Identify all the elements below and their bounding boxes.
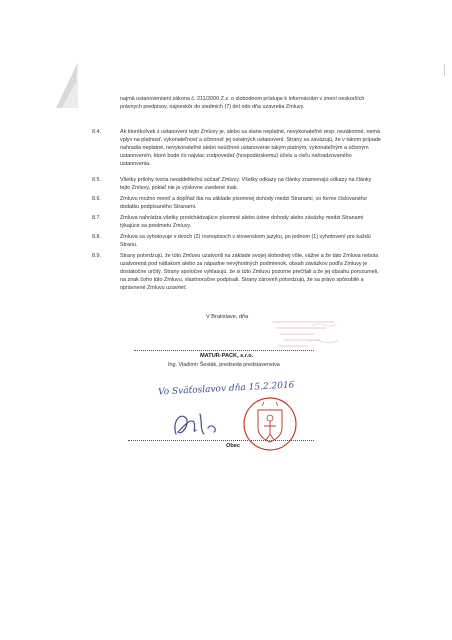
clause-number: 8.7.	[92, 215, 101, 221]
clause-text: Strany potvrdzujú, že túto Zmluvu uzatvorili na základe svojej slobodnej vôle, vážne a že táto Zmluva nebola uzatvorená pod nátlakom alebo za nápadne nevýhodných podmienok, obsah záväzkov podľa Zmluvy je dostatočne určitý. Strany spoločne vyhlasujú, že si túto Zmluvu pozorne prečítali a že jej obsahu porozumeli, na znak čoho túto Zmluvu, vlastnoručne podpísali. Strany zároveň potvrdzujú, že sa právo spôsobilé a oprávnené Zmluvu uzavrieť.	[120, 253, 379, 292]
edge-mark	[444, 64, 445, 76]
intro-paragraph: najmä ustanoveniami zákona č. 211/2000 Z.z. o slobodnom prístupe k informáciám v znení neskorších právnych predpisov, najneskôr do siedmich (7) dní odo dňa uzavretia Zmluvy.	[120, 96, 365, 111]
handwritten-date: Vo Sväťoslavov dňa 15.2.2016	[157, 380, 295, 398]
clause-number: 8.9.	[92, 253, 101, 259]
clause-text: Zmluvu možno meniť a dopĺňať iba na základe písomnej dohody medzi Stranami, vo forme číslovaného dodatku podpísaného Stranami.	[120, 196, 367, 211]
place-date-line: V Bratislave, dňa	[206, 314, 249, 320]
clause-text: Zmluva sa vyhotovuje v dvoch (2) rovnopisoch v slovenskom jazyku, po jednom (1) vyhotovení pre každú Stranu.	[120, 234, 371, 249]
clause-number: 8.5.	[92, 177, 101, 183]
municipal-seal-stamp	[240, 392, 300, 456]
clause-number: 8.8.	[92, 234, 101, 240]
obec-label: Obec	[226, 443, 240, 449]
company-signature-line	[134, 350, 314, 351]
clause-number: 8.4.	[92, 129, 101, 135]
corner-fold-shadow	[56, 62, 78, 108]
company-name: MATUR-PACK, s.r.o.	[200, 353, 254, 359]
clause-text: Všetky prílohy tvoria neoddeliteľnú súčasť Zmluvy. Všetky odkazy na články znamenajú odkazy na články tejto Zmluvy, pokiaľ nie je výslovne uvedené inak.	[120, 177, 372, 192]
clause-text: Ak ktorékoľvek z ustanovení tejto Zmluvy je, alebo sa stane neplatné, nevykonateľné resp. nezákonné, nemá vplyv na platnosť, vykonateľnosť a účinnosť jej ostatných ustanovení. Strany sa zaväzujú, že v takom prípade nahradia neplatné, nevykonateľné alebo neúčinné ustanovenie takým platným, vykonateľným a účinným ustanovením, ktoré bude čo najviac zodpovedať (hospodárskemu) účelu a cieľu nahradzovaného ustanovenia.	[120, 129, 381, 168]
handwritten-signature	[170, 408, 230, 442]
clause-text: Zmluva nahrádza všetky predchádzajúce písomné alebo ústne dohody alebo záväzky medzi Stranami týkajúce sa predmetu Zmluvy.	[120, 215, 364, 230]
obec-signature-line	[128, 440, 314, 441]
clause-number: 8.6.	[92, 196, 101, 202]
company-representative: Ing. Vladimír Šesták, predseda predstavenstva	[168, 362, 280, 368]
